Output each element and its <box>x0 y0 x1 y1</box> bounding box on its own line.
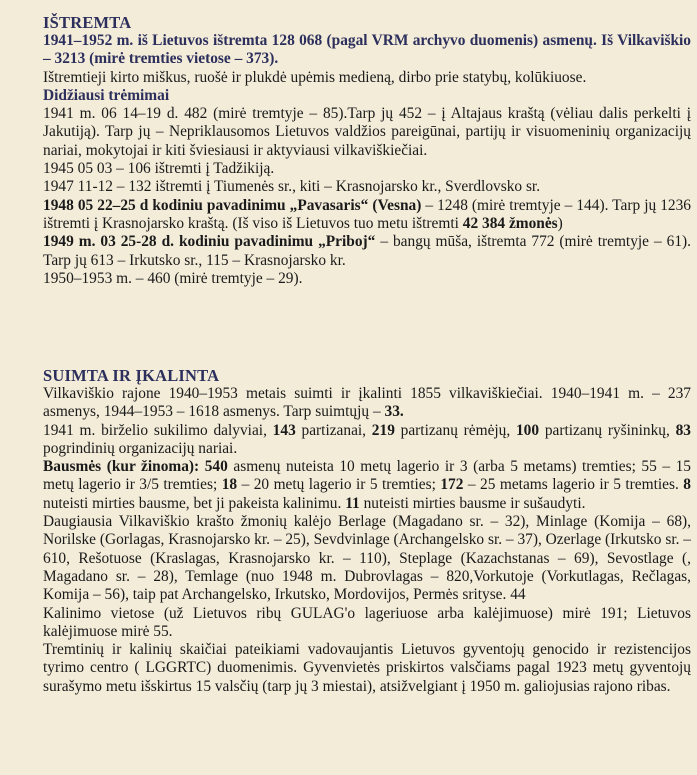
uprising-text-3: partizanų rėmėjų, <box>394 421 516 439</box>
sentences-text-5: nuteisti mirties bausme ir sušaudyti. <box>359 494 586 512</box>
deportation-1948-end: ) <box>557 214 563 232</box>
uprising-text-2: partizanai, <box>295 421 372 439</box>
source-paragraph: Tremtinių ir kalinių skaičiai pateikiami vadovaujantis Lietuvos gyventojų genocido ir rezistencijos tyrimo centro ( LGGRTC) duomenimis. Gyvenvietės priskirtos valsčiams pagal 1923 metų gyventojų surašymo metu išskirtus 15 valsčių (tarp jų 3 miestai), atsižvelgiant į 1950 m. galiojusias rajono ribas. <box>43 641 691 695</box>
sentences-540: 540 <box>204 458 228 476</box>
arrested-count: 33. <box>384 403 404 421</box>
deportation-1948-text: – 1248 (mirė tremtyje – 144). Tarp jų 1236 ištremti į Krasnojarsko kraštą. (Iš viso iš Lietuvos tuo metu ištremti <box>43 196 691 232</box>
arrested-heading: SUIMTA IR ĮKALINTA <box>43 366 220 385</box>
sentences-18: 18 <box>221 476 238 494</box>
uprising-text-4: partizanų ryšininkų, <box>539 421 676 439</box>
deportation-1947: 1947 11-12 – 132 ištremti į Tiumenės sr., kiti – Krasnojarsko kr., Sverdlovsko sr. <box>43 178 541 196</box>
arrested-text: Vilkaviškio rajone 1940–1953 metais suimti ir įkalinti 1855 vilkaviškiečiai. 1940–1941 m. – 237 asmenys, 1944–1953 – 1618 asmenys. Tarp suimtųjų – <box>43 385 691 421</box>
arrested-section <box>43 366 691 696</box>
sentences-label: Bausmės (kur žinoma): <box>43 458 205 476</box>
deportation-1948 <box>43 197 691 234</box>
uprising-text-5: pogrindinių organizacijų nariai. <box>43 439 238 457</box>
couriers-count: 100 <box>515 421 540 439</box>
sentences-172: 172 <box>440 476 464 494</box>
arrested-paragraph <box>43 385 691 422</box>
deportation-1941: 1941 m. 06 14–19 d. 482 (mirė tremtyje – 85).Tarp jų 452 – į Altajaus kraštą (vėliau dalis perkelti į Jakutiją). Tarp jų – Nepriklausomos Lietuvos valdžios pareigūnai, partijų ir visuomeninių organizacijų nariai, mokytojai ir kiti šviesiausi ir aktyviausi vilkaviškiečiai. <box>43 105 691 159</box>
sentences-8: 8 <box>683 476 691 494</box>
deportation-1945: 1945 05 03 – 106 ištremti į Tadžikiją. <box>43 160 275 178</box>
underground-count: 83 <box>675 421 691 439</box>
largest-deportations-subheading: Didžiausi trėmimai <box>43 86 170 104</box>
deportation-1950: 1950–1953 m. – 460 (mirė tremtyje – 29). <box>43 269 303 287</box>
deportation-1949-title: 1949 m. 03 25-28 d. kodiniu pavadinimu „Priboj“ <box>43 233 376 251</box>
supporters-count: 219 <box>371 421 395 439</box>
partisans-count: 143 <box>272 421 296 439</box>
deportation-1948-total: 42 384 žmonės <box>462 214 558 232</box>
sentences-text-2: – 20 metų lagerio ir 5 tremties; <box>237 476 441 494</box>
sentences-paragraph <box>43 458 691 513</box>
sentences-11: 11 <box>345 494 360 512</box>
exiled-work-paragraph: Ištremtieji kirto miškus, ruošė ir plukdė upėmis medieną, dirbo prie statybų, kolūkiuose. <box>43 68 587 86</box>
sentences-text-3: – 25 metams lagerio ir 5 tremties. <box>463 476 684 494</box>
exiled-section <box>43 13 691 288</box>
exiled-heading: IŠTREMTA <box>43 13 132 32</box>
died-paragraph: Kalinimo vietose (už Lietuvos ribų GULAG'o lageriuose arba kalėjimuose) mirė 191; Lietuvos kalėjimuose mirė 55. <box>43 604 691 640</box>
deportation-1949 <box>43 233 691 270</box>
sentences-text-1: asmenų nuteista 10 metų lagerio ir 3 (arba 5 metams) tremties; 55 – 15 metų lagerio ir 3/5 tremties; <box>43 458 692 494</box>
exiled-summary: 1941–1952 m. iš Lietuvos ištremta 128 068 (pagal VRM archyvo duomenis) asmenų. Iš Vilkaviškio – 3213 (mirė tremties vietose – 373). <box>43 32 691 68</box>
uprising-text-1: 1941 m. birželio sukilimo dalyviai, <box>43 421 273 439</box>
camps-paragraph: Daugiausia Vilkaviškio krašto žmonių kalėjo Berlage (Magadano sr. – 32), Minlage (Komija – 68), Norilske (Gorlagas, Krasnojarsko kr. – 25), Sevdvinlage (Archangelsko sr. – 37), Ozerlage (Irkutsko sr. – 610, Rešotuose (Kraslagas, Krasnojarsko kr. – 110), Steplage (Kazachstanas – 69), Sevostlage (, Magadano sr. – 28), Temlage (nuo 1948 m. Dubrovlagas – 820,Vorkutoje (Vorkutlagas, Rečlagas, Komija – 56), taip pat Archangelsko, Irkutsko, Mordovijos, Permės srityse. 44 <box>43 513 691 604</box>
deportation-1948-title: 1948 05 22–25 d kodiniu pavadinimu „Pavasaris“ (Vesna) <box>43 196 422 214</box>
uprising-paragraph <box>43 422 691 459</box>
deportation-1949-text: – bangų mūša, ištremta 772 (mirė tremtyje – 61). Tarp jų 613 – Irkutsko sr., 115 – Krasnojarsko kr. <box>43 233 691 269</box>
sentences-text-4: nuteisti mirties bausme, bet ji pakeista kalinimu. <box>43 494 346 512</box>
